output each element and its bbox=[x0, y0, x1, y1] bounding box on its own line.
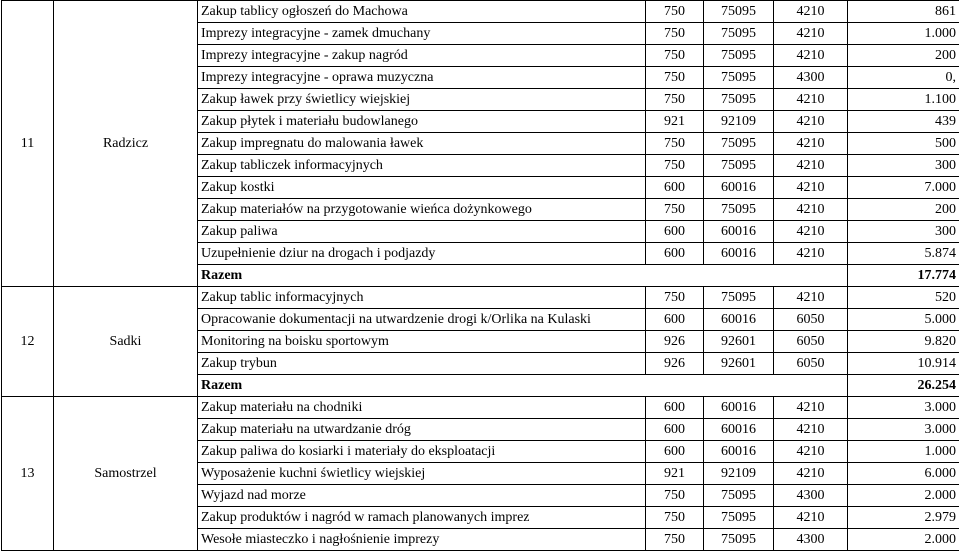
chapter-code-cell: 75095 bbox=[704, 485, 774, 507]
task-description-cell: Imprezy integracyjne - zakup nagród bbox=[198, 45, 646, 67]
chapter-code-cell: 75095 bbox=[704, 529, 774, 551]
task-description-cell: Zakup materiału na utwardzanie dróg bbox=[198, 419, 646, 441]
task-description-cell: Opracowanie dokumentacji na utwardzenie drogi k/Orlika na Kulaski bbox=[198, 309, 646, 331]
chapter-code-cell: 75095 bbox=[704, 45, 774, 67]
chapter-code-cell: 75095 bbox=[704, 199, 774, 221]
task-description-cell: Zakup ławek przy świetlicy wiejskiej bbox=[198, 89, 646, 111]
section-code-cell: 750 bbox=[646, 155, 704, 177]
section-code-cell: 600 bbox=[646, 419, 704, 441]
paragraph-code-cell: 4300 bbox=[774, 67, 848, 89]
task-description-cell: Zakup tabliczek informacyjnych bbox=[198, 155, 646, 177]
section-code-cell: 750 bbox=[646, 23, 704, 45]
paragraph-code-cell: 4210 bbox=[774, 441, 848, 463]
task-description-cell: Zakup impregnatu do malowania ławek bbox=[198, 133, 646, 155]
section-code-cell: 600 bbox=[646, 177, 704, 199]
task-description-cell: Wyposażenie kuchni świetlicy wiejskiej bbox=[198, 463, 646, 485]
amount-cell: 200 bbox=[848, 199, 959, 221]
amount-cell: 2.000 bbox=[848, 529, 959, 551]
amount-cell: 1.100 bbox=[848, 89, 959, 111]
chapter-code-cell: 60016 bbox=[704, 243, 774, 265]
amount-cell: 1.000 bbox=[848, 441, 959, 463]
section-code-cell: 921 bbox=[646, 463, 704, 485]
section-code-cell: 750 bbox=[646, 67, 704, 89]
village-number-cell: 13 bbox=[2, 397, 54, 551]
section-code-cell: 600 bbox=[646, 397, 704, 419]
section-code-cell: 750 bbox=[646, 529, 704, 551]
task-description-cell: Monitoring na boisku sportowym bbox=[198, 331, 646, 353]
amount-cell: 2.000 bbox=[848, 485, 959, 507]
chapter-code-cell: 60016 bbox=[704, 221, 774, 243]
paragraph-code-cell: 4300 bbox=[774, 485, 848, 507]
total-amount: 26.254 bbox=[848, 375, 959, 397]
amount-cell: 5.874 bbox=[848, 243, 959, 265]
task-description-cell: Zakup produktów i nagród w ramach planowanych imprez bbox=[198, 507, 646, 529]
village-number-cell: 11 bbox=[2, 1, 54, 287]
amount-cell: 200 bbox=[848, 45, 959, 67]
paragraph-code-cell: 4210 bbox=[774, 507, 848, 529]
section-code-cell: 750 bbox=[646, 485, 704, 507]
paragraph-code-cell: 4210 bbox=[774, 419, 848, 441]
table-body bbox=[2, 1, 959, 551]
fund-allocation-table bbox=[1, 0, 959, 551]
paragraph-code-cell: 4210 bbox=[774, 397, 848, 419]
chapter-code-cell: 60016 bbox=[704, 441, 774, 463]
chapter-code-cell: 60016 bbox=[704, 397, 774, 419]
amount-cell: 300 bbox=[848, 155, 959, 177]
section-code-cell: 750 bbox=[646, 45, 704, 67]
paragraph-code-cell: 4210 bbox=[774, 133, 848, 155]
amount-cell: 2.979 bbox=[848, 507, 959, 529]
paragraph-code-cell: 4210 bbox=[774, 243, 848, 265]
paragraph-code-cell: 4210 bbox=[774, 177, 848, 199]
chapter-code-cell: 75095 bbox=[704, 23, 774, 45]
section-code-cell: 600 bbox=[646, 243, 704, 265]
section-code-cell: 750 bbox=[646, 507, 704, 529]
amount-cell: 7.000 bbox=[848, 177, 959, 199]
section-code-cell: 921 bbox=[646, 111, 704, 133]
paragraph-code-cell: 6050 bbox=[774, 331, 848, 353]
total-amount: 17.774 bbox=[848, 265, 959, 287]
table-row bbox=[2, 1, 959, 23]
village-name-cell: Samostrzel bbox=[54, 397, 198, 551]
paragraph-code-cell: 4210 bbox=[774, 221, 848, 243]
task-description-cell: Zakup kostki bbox=[198, 177, 646, 199]
paragraph-code-cell: 4210 bbox=[774, 155, 848, 177]
paragraph-code-cell: 4210 bbox=[774, 1, 848, 23]
amount-cell: 6.000 bbox=[848, 463, 959, 485]
paragraph-code-cell: 4210 bbox=[774, 111, 848, 133]
table-row bbox=[2, 397, 959, 419]
amount-cell: 0, bbox=[848, 67, 959, 89]
paragraph-code-cell: 6050 bbox=[774, 353, 848, 375]
section-code-cell: 750 bbox=[646, 89, 704, 111]
chapter-code-cell: 92109 bbox=[704, 463, 774, 485]
paragraph-code-cell: 4210 bbox=[774, 463, 848, 485]
task-description-cell: Zakup materiału na chodniki bbox=[198, 397, 646, 419]
task-description-cell: Zakup paliwa do kosiarki i materiały do eksploatacji bbox=[198, 441, 646, 463]
task-description-cell: Zakup paliwa bbox=[198, 221, 646, 243]
section-code-cell: 750 bbox=[646, 287, 704, 309]
chapter-code-cell: 92601 bbox=[704, 331, 774, 353]
paragraph-code-cell: 4210 bbox=[774, 89, 848, 111]
chapter-code-cell: 75095 bbox=[704, 507, 774, 529]
amount-cell: 3.000 bbox=[848, 397, 959, 419]
amount-cell: 1.000 bbox=[848, 23, 959, 45]
section-code-cell: 750 bbox=[646, 199, 704, 221]
paragraph-code-cell: 4210 bbox=[774, 287, 848, 309]
total-label: Razem bbox=[198, 265, 848, 287]
village-number-cell: 12 bbox=[2, 287, 54, 397]
section-code-cell: 600 bbox=[646, 441, 704, 463]
paragraph-code-cell: 4210 bbox=[774, 23, 848, 45]
amount-cell: 439 bbox=[848, 111, 959, 133]
section-code-cell: 926 bbox=[646, 353, 704, 375]
section-code-cell: 600 bbox=[646, 309, 704, 331]
section-code-cell: 600 bbox=[646, 221, 704, 243]
amount-cell: 520 bbox=[848, 287, 959, 309]
chapter-code-cell: 60016 bbox=[704, 419, 774, 441]
chapter-code-cell: 75095 bbox=[704, 133, 774, 155]
paragraph-code-cell: 4300 bbox=[774, 529, 848, 551]
amount-cell: 10.914 bbox=[848, 353, 959, 375]
chapter-code-cell: 75095 bbox=[704, 1, 774, 23]
table-row bbox=[2, 287, 959, 309]
chapter-code-cell: 92601 bbox=[704, 353, 774, 375]
chapter-code-cell: 92109 bbox=[704, 111, 774, 133]
chapter-code-cell: 75095 bbox=[704, 287, 774, 309]
paragraph-code-cell: 4210 bbox=[774, 45, 848, 67]
chapter-code-cell: 60016 bbox=[704, 309, 774, 331]
amount-cell: 9.820 bbox=[848, 331, 959, 353]
task-description-cell: Zakup tablicy ogłoszeń do Machowa bbox=[198, 1, 646, 23]
chapter-code-cell: 75095 bbox=[704, 155, 774, 177]
section-code-cell: 750 bbox=[646, 133, 704, 155]
village-name-cell: Radzicz bbox=[54, 1, 198, 287]
task-description-cell: Wesołe miasteczko i nagłośnienie imprezy bbox=[198, 529, 646, 551]
task-description-cell: Zakup trybun bbox=[198, 353, 646, 375]
task-description-cell: Zakup materiałów na przygotowanie wieńca dożynkowego bbox=[198, 199, 646, 221]
section-code-cell: 926 bbox=[646, 331, 704, 353]
task-description-cell: Imprezy integracyjne - oprawa muzyczna bbox=[198, 67, 646, 89]
chapter-code-cell: 75095 bbox=[704, 89, 774, 111]
paragraph-code-cell: 6050 bbox=[774, 309, 848, 331]
task-description-cell: Imprezy integracyjne - zamek dmuchany bbox=[198, 23, 646, 45]
section-code-cell: 750 bbox=[646, 1, 704, 23]
amount-cell: 500 bbox=[848, 133, 959, 155]
chapter-code-cell: 60016 bbox=[704, 177, 774, 199]
amount-cell: 300 bbox=[848, 221, 959, 243]
task-description-cell: Zakup tablic informacyjnych bbox=[198, 287, 646, 309]
total-label: Razem bbox=[198, 375, 848, 397]
amount-cell: 861 bbox=[848, 1, 959, 23]
task-description-cell: Uzupełnienie dziur na drogach i podjazdy bbox=[198, 243, 646, 265]
chapter-code-cell: 75095 bbox=[704, 67, 774, 89]
amount-cell: 5.000 bbox=[848, 309, 959, 331]
task-description-cell: Zakup płytek i materiału budowlanego bbox=[198, 111, 646, 133]
paragraph-code-cell: 4210 bbox=[774, 199, 848, 221]
amount-cell: 3.000 bbox=[848, 419, 959, 441]
task-description-cell: Wyjazd nad morze bbox=[198, 485, 646, 507]
village-name-cell: Sadki bbox=[54, 287, 198, 397]
